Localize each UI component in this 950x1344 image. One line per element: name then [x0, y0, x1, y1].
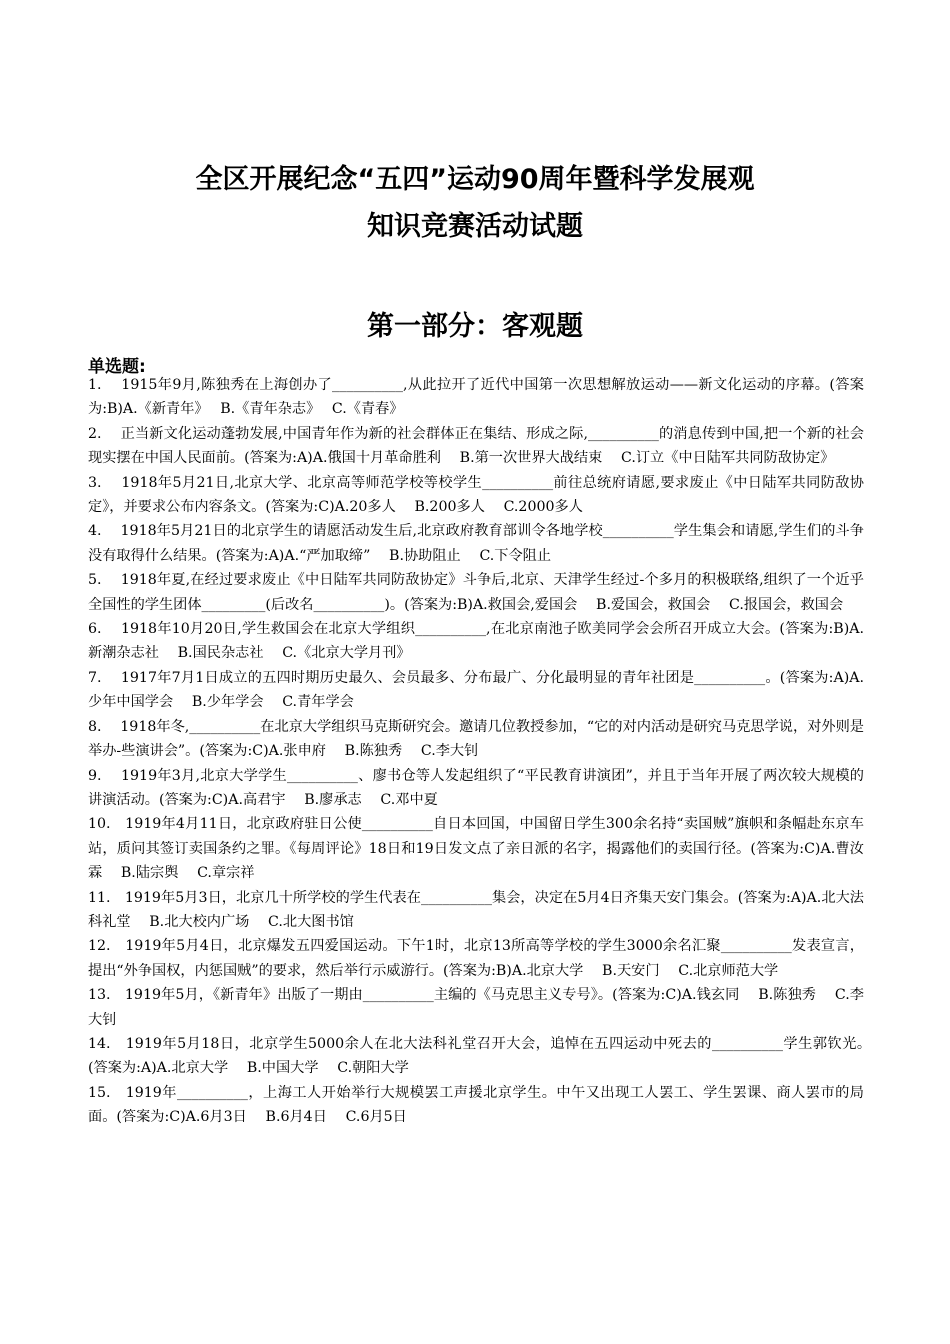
question-list [88, 373, 879, 1130]
question-13: 13. 1919年5月，《新青年》出版了一期由__________主编的《马克思主义专号》。(答案为:C)A.钱玄同 B.陈独秀 C.李大钊 [88, 987, 864, 1028]
question-8: 8. 1918年冬,__________在北京大学组织马克斯研究会。邀请几位教授参加，“它的对内活动是研究马克思学说，对外则是举办-些演讲会”。(答案为:C)A.张申府 B.陈独秀 C.李大钊 [88, 718, 864, 760]
document-title-line-2: 知识竞赛活动试题 [367, 211, 583, 242]
question-9: 9. 1919年3月,北京大学学生__________、廖书仓等人发起组织了“平民教育讲演团”，并且于当年开展了两次较大规模的讲演活动。(答案为:C)A.高君宇 B.廖承志 C.邓中夏 [88, 767, 864, 808]
question-7: 7. 1917年7月1日成立的五四时期历史最久、会员最多、分布最广、分化最明显的青年社团是__________。(答案为:A)A.少年中国学会 B.少年学会 C.青年学会 [88, 669, 864, 711]
question-3: 3. 1918年5月21日,北京大学、北京高等师范学校等校学生__________前往总统府请愿,要求废止《中日陆军共同防敌协定》，并要求公布内容条文。(答案为:C)A.20多人 B.200多人 C.2000多人 [88, 474, 864, 516]
question-4: 4. 1918年5月21日的北京学生的请愿活动发生后,北京政府教育部训令各地学校__________学生集会和请愿,学生们的斗争没有取得什么结果。(答案为:A)A.“严加取缔” B.协助阻止 C.下令阻止 [88, 523, 864, 564]
part-heading: 第一部分：客观题 [367, 311, 583, 342]
question-11: 11. 1919年5月3日，北京几十所学校的学生代表在__________集会，决定在5月4日齐集天安门集会。(答案为:A)A.北大法科礼堂 B.北大校内广场 C.北大图书馆 [88, 889, 864, 930]
question-6: 6. 1918年10月20日,学生救国会在北京大学组织__________,在北京南池子欧美同学会会所召开成立大会。(答案为:B)A.新潮杂志社 B.国民杂志社 C.《北京大学月刊》 [88, 621, 864, 662]
question-1: 1. 1915年9月,陈独秀在上海创办了__________,从此拉开了近代中国第一次思想解放运动——新文化运动的序幕。(答案为:B)A.《新青年》 B.《青年杂志》 C.《青春》 [88, 377, 864, 418]
question-10: 10. 1919年4月11日，北京政府驻日公使__________自日本回国，中国留日学生300余名持“卖国贼”旗帜和条幅赴东京车站，质问其签订卖国条约之罪。《每周评论》18日和19日发文点了亲日派的名字，揭露他们的卖国行径。(答案为:C)A.曹汝霖 B.陆宗舆 C.章宗祥 [88, 816, 864, 882]
question-5: 5. 1918年夏,在经过要求废止《中日陆军共同防敌协定》斗争后,北京、天津学生经过-个多月的积极联络,组织了一个近乎全国性的学生团体_________(后改名__________)。(答案为:B)A.救国会,爱国会 B.爱国会，救国会 C.报国会，救国会 [88, 572, 864, 613]
question-15: 15. 1919年__________，上海工人开始举行大规模罢工声援北京学生。中午又出现工人罢工、学生罢课、商人罢市的局面。(答案为:C)A.6月3日 B.6月4日 C.6月5日 [88, 1084, 864, 1126]
question-14: 14. 1919年5月18日，北京学生5000余人在北大法科礼堂召开大会，追悼在五四运动中死去的__________学生郭钦光。 (答案为:A)A.北京大学 B.中国大学 C.朝阳大学 [88, 1035, 879, 1077]
question-12: 12. 1919年5月4日，北京爆发五四爱国运动。下午1时，北京13所高等学校的学生3000余名汇聚__________发表宣言，提出“外争国权，内惩国贼”的要求，然后举行示威游行。(答案为:B)A.北京大学 B.天安门 C.北京师范大学 [88, 938, 864, 979]
section-heading: 单选题: [88, 357, 146, 377]
question-2: 2. 正当新文化运动蓬勃发展,中国青年作为新的社会群体正在集结、形成之际,__________的消息传到中国,把一个新的社会现实摆在中国人民面前。(答案为:A)A.俄国十月革命胜利 B.第一次世界大战结束 C.订立《中日陆军共同防敌协定》 [88, 425, 864, 467]
document-title-line-1: 全区开展纪念“五四”运动90周年暨科学发展观 [195, 164, 755, 195]
